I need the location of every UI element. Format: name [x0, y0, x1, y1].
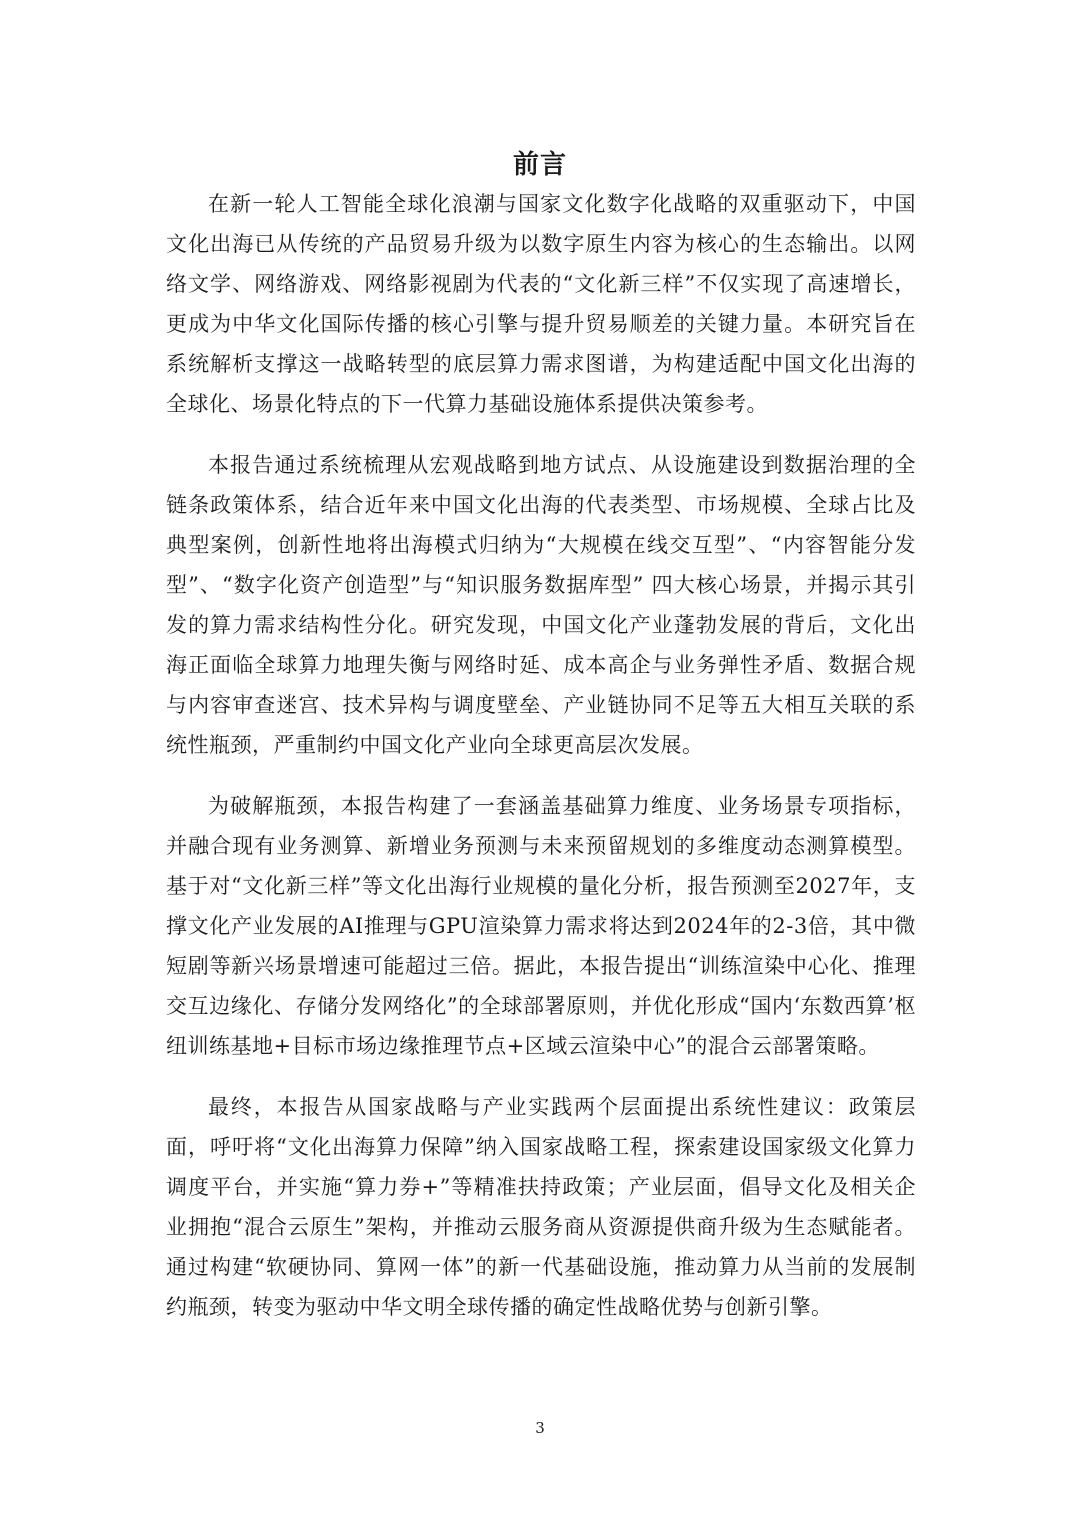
- document-body: [166, 184, 916, 1348]
- page-number: 3: [535, 1419, 545, 1437]
- page-title: 前言: [512, 150, 567, 181]
- paragraph-3: 为破解瓶颈，本报告构建了一套涵盖基础算力维度、业务场景专项指标，并融合现有业务测算、新增业务预测与未来预留规划的多维度动态测算模型。基于对“文化新三样”等文化出海行业规模的量化分析，报告预测至2027年，支撑文化产业发展的AI推理与GPU渲染算力需求将达到2024年的2-3倍，其中微短剧等新兴场景增速可能超过三倍。据此，本报告提出“训练渲染中心化、推理交互边缘化、存储分发网络化”的全球部署原则，并优化形成“国内‘东数西算’枢纽训练基地+目标市场边缘推理节点+区域云渲染中心”的混合云部署策略。: [166, 794, 916, 1058]
- paragraph-4: 最终，本报告从国家战略与产业实践两个层面提出系统性建议：政策层面，呼吁将“文化出海算力保障”纳入国家战略工程，探索建设国家级文化算力调度平台，并实施“算力券+”等精准扶持政策；产业层面，倡导文化及相关企业拥抱“混合云原生”架构，并推动云服务商从资源提供商升级为生态赋能者。通过构建“软硬协同、算网一体”的新一代基础设施，推动算力从当前的发展制约瓶颈，转变为驱动中华文明全球传播的确定性战略优势与创新引擎。: [166, 1095, 916, 1319]
- paragraph-1: 在新一轮人工智能全球化浪潮与国家文化数字化战略的双重驱动下，中国文化出海已从传统的产品贸易升级为以数字原生内容为核心的生态输出。以网络文学、网络游戏、网络影视剧为代表的“文化新三样”不仅实现了高速增长，更成为中华文化国际传播的核心引擎与提升贸易顺差的关键力量。本研究旨在系统解析支撑这一战略转型的底层算力需求图谱，为构建适配中国文化出海的全球化、场景化特点的下一代算力基础设施体系提供决策参考。: [166, 192, 916, 416]
- paragraph-2: 本报告通过系统梳理从宏观战略到地方试点、从设施建设到数据治理的全链条政策体系，结合近年来中国文化出海的代表类型、市场规模、全球占比及典型案例，创新性地将出海模式归纳为“大规模在线交互型”、“内容智能分发型”、“数字化资产创造型”与“知识服务数据库型” 四大核心场景，并揭示其引发的算力需求结构性分化。研究发现，中国文化产业蓬勃发展的背后，文化出海正面临全球算力地理失衡与网络时延、成本高企与业务弹性矛盾、数据合规与内容审查迷宫、技术异构与调度壁垒、产业链协同不足等五大相互关联的系统性瓶颈，严重制约中国文化产业向全球更高层次发展。: [166, 453, 916, 757]
